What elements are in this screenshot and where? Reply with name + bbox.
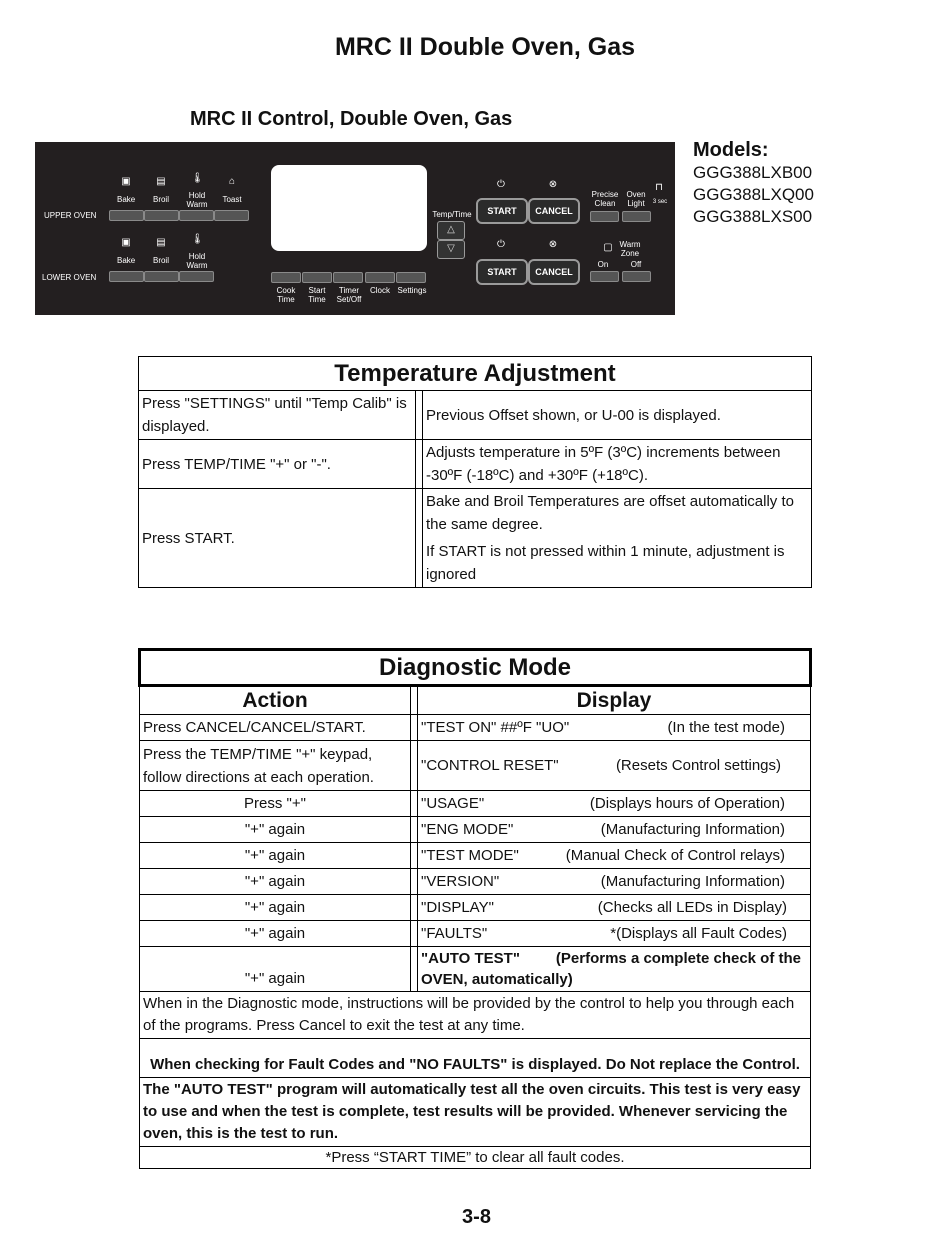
on-label: On [597,260,609,269]
table-row [140,895,811,921]
separator [411,741,418,791]
note-cell: *Press “START TIME” to clear all fault codes. [140,1147,811,1169]
three-sec-label: 3 sec [652,199,668,205]
action-cell: "+" again [140,869,411,895]
separator [411,843,418,869]
result-cell [423,489,812,588]
oven-light-button[interactable] [622,211,651,222]
separator [411,895,418,921]
table-row [140,992,811,1039]
thermometer-icon: 🌡 [191,173,204,184]
control-title: MRC II Control, Double Oven, Gas [190,108,513,130]
lower-bake-button[interactable] [109,271,144,282]
cook-time-button[interactable] [271,272,301,283]
start-time-label: Start Time [308,286,326,304]
timer-label: Timer Set/Off [336,286,362,304]
toast-icon: ⌂ [228,176,236,187]
diagnostic-mode-table [138,648,812,1169]
upper-hold-warm-button[interactable] [179,210,214,221]
clock-label: Clock [369,286,390,295]
thermometer-icon: 🌡 [191,234,204,245]
result-cell: Adjusts temperature in 5ºF (3ºC) increments between -30ºF (-18ºC) and +30ºF (+18ºC). [423,440,812,489]
lock-icon: ⊓ [655,182,663,193]
settings-button[interactable] [396,272,426,283]
upper-cancel-button[interactable]: CANCEL [528,198,580,224]
display-cell: "TEST ON" ##ºF "UO" (In the test mode) [418,715,811,741]
model-number: GGG388LXS00 [693,207,813,226]
action-cell: "+" again [140,817,411,843]
broil-label: Broil [152,256,169,265]
power-icon: ⏻ [497,239,505,250]
broil-icon: ▤ [156,176,166,187]
start-time-button[interactable] [302,272,332,283]
display-cell: "AUTO TEST" (Performs a complete check of the OVEN, automatically) [418,947,811,992]
warm-zone-label: Warm Zone [619,240,641,258]
note-cell: When checking for Fault Codes and "NO FAULTS" is displayed. Do Not replace the Control. [140,1039,811,1078]
temp-up-button[interactable]: △ [437,221,465,240]
bake-label: Bake [117,256,136,265]
hold-warm-label: Hold Warm [186,252,208,270]
model-number: GGG388LXB00 [693,163,813,182]
table-row [140,947,811,992]
model-number: GGG388LXQ00 [693,185,814,204]
table-title: Temperature Adjustment [139,357,812,391]
settings-label: Settings [397,286,427,295]
display-cell: "FAULTS" *(Displays all Fault Codes) [418,921,811,947]
warm-zone-off-button[interactable] [622,271,651,282]
control-panel [35,142,675,315]
upper-start-button[interactable]: START [476,198,528,224]
table-row [140,741,811,791]
separator [411,715,418,741]
timer-button[interactable] [333,272,363,283]
bake-label: Bake [117,195,136,204]
display-cell: "CONTROL RESET" (Resets Control settings) [418,741,811,791]
separator [411,791,418,817]
page-title: MRC II Double Oven, Gas [334,33,636,61]
result-line: Bake and Broil Temperatures are offset automatically to the same degree. [426,493,794,533]
table-row [140,869,811,895]
separator [411,817,418,843]
temp-time-label: Temp/Time [432,210,472,219]
table-row [140,817,811,843]
temp-down-button[interactable]: ▽ [437,240,465,259]
bake-icon: ▣ [121,176,131,187]
table-row [140,921,811,947]
power-icon: ⏻ [497,179,505,190]
upper-oven-label: UPPER OVEN [44,211,97,220]
action-cell: "+" again [140,921,411,947]
separator [411,686,418,715]
separator [411,921,418,947]
note-cell: When in the Diagnostic mode, instructions will be provided by the control to help you through each of the programs. Press Cancel to exit the test at any time. [140,992,811,1039]
models-block [693,138,814,228]
off-label: Off [630,260,642,269]
broil-label: Broil [152,195,169,204]
cancel-icon: ⊗ [548,179,558,190]
lower-oven-label: LOWER OVEN [42,273,97,282]
oven-light-label: Oven Light [626,190,646,208]
cook-time-label: Cook Time [276,286,296,304]
clock-button[interactable] [365,272,395,283]
upper-bake-button[interactable] [109,210,144,221]
action-cell: "+" again [140,843,411,869]
display-cell: "VERSION" (Manufacturing Information) [418,869,811,895]
upper-broil-button[interactable] [144,210,179,221]
toast-label: Toast [222,195,242,204]
lower-cancel-button[interactable]: CANCEL [528,259,580,285]
bake-icon: ▣ [121,237,131,248]
warm-zone-on-button[interactable] [590,271,619,282]
separator [416,440,423,489]
action-cell: Press "+" [140,791,411,817]
action-cell: "+" again [140,895,411,921]
hold-warm-label: Hold Warm [186,191,208,209]
lower-broil-button[interactable] [144,271,179,282]
broil-icon: ▤ [156,237,166,248]
models-heading: Models: [693,139,769,161]
table-row [140,843,811,869]
separator [416,391,423,440]
display-cell: "ENG MODE" (Manufacturing Information) [418,817,811,843]
table-row [139,489,812,588]
upper-toast-button[interactable] [214,210,249,221]
table-row [139,440,812,489]
action-cell: Press "SETTINGS" until "Temp Calib" is displayed. [139,391,416,440]
table-title: Diagnostic Mode [140,650,811,686]
display-cell: "DISPLAY" (Checks all LEDs in Display) [418,895,811,921]
action-cell: Press TEMP/TIME "+" or "-". [139,440,416,489]
action-cell: Press CANCEL/CANCEL/START. [140,715,411,741]
result-cell: Previous Offset shown, or U-00 is displayed. [423,391,812,440]
temperature-adjustment-table [138,356,812,588]
action-cell: "+" again [140,947,411,992]
table-row [139,391,812,440]
table-row [140,791,811,817]
warm-zone-icon: ▢ [603,242,613,253]
separator [411,947,418,992]
precise-clean-label: Precise Clean [591,190,619,208]
display-cell: "TEST MODE" (Manual Check of Control relays) [418,843,811,869]
lower-start-button[interactable]: START [476,259,528,285]
action-cell: Press START. [139,489,416,588]
separator [416,489,423,588]
table-row [140,1039,811,1078]
display-cell: "USAGE" (Displays hours of Operation) [418,791,811,817]
lower-hold-warm-button[interactable] [179,271,214,282]
display-screen [271,165,427,251]
table-row [140,715,811,741]
action-header: Action [140,686,411,715]
display-header: Display [418,686,811,715]
result-line: If START is not pressed within 1 minute, adjustment is ignored [426,543,785,583]
precise-clean-button[interactable] [590,211,619,222]
page-number: 3-8 [462,1206,491,1228]
note-cell: The "AUTO TEST" program will automatically test all the oven circuits. This test is very easy to use and when the test is complete, test results will be provided. Whenever servicing the oven, this is the test to run. [140,1078,811,1147]
separator [411,869,418,895]
action-cell: Press the TEMP/TIME "+" keypad, follow directions at each operation. [140,741,411,791]
cancel-icon: ⊗ [548,239,558,250]
table-row [140,1078,811,1147]
table-row [140,1147,811,1169]
